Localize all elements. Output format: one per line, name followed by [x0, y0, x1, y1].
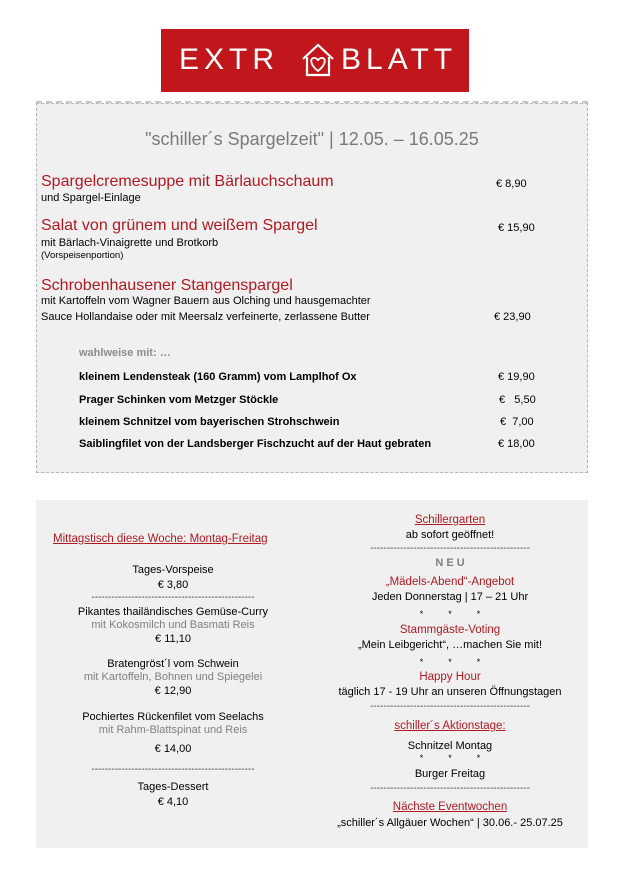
starter-label: Tages-Vorspeise [132, 564, 214, 576]
starter-price: € 3,80 [157, 579, 189, 591]
house-heart-icon [301, 41, 335, 79]
dish-name: Pikantes thailändisches Gemüse-Curry [77, 606, 269, 618]
menu-title: "schiller´s Spargelzeit" | 12.05. – 16.05.25 [145, 129, 479, 149]
dish-side: mit Kartoffeln, Bohnen und Spiegelei [83, 671, 263, 683]
menu-item-desc: Sauce Hollandaise oder mit Meersalz verfeinerte, zerlassene Butter [41, 311, 370, 323]
option-price: € 7,00 [500, 416, 534, 428]
menu-item-name: Schrobenhausener Stangenspargel [41, 277, 293, 294]
extrablatt-logo [161, 29, 469, 92]
dish-price: € 11,10 [155, 633, 191, 645]
option-label: kleinem Lendensteak (160 Gramm) vom Lamplhof Ox [79, 371, 357, 383]
option-price: € 5,50 [499, 394, 536, 406]
option-price: € 19,90 [498, 371, 535, 383]
dessert-label: Tages-Dessert [137, 781, 209, 793]
divider: ------------------------------------------------ [370, 543, 530, 554]
logo-text-right: BLATT [341, 43, 458, 76]
divider: ------------------------------------------------ [370, 701, 530, 712]
option-label: Prager Schinken vom Metzger Stöckle [79, 394, 279, 406]
action-day-friday: Burger Freitag [414, 768, 486, 780]
stars-separator: * * * [419, 753, 481, 763]
voting-text: „Mein Leibgericht“, …machen Sie mit! [357, 639, 542, 651]
dish-name: Bratengröst´l vom Schwein [107, 658, 239, 670]
dish-price: € 14,00 [154, 743, 192, 755]
stars-separator: * * * [419, 609, 481, 619]
dish-side: mit Kokosmilch und Basmati Reis [91, 619, 255, 631]
garden-title: Schillergarten [414, 514, 486, 526]
divider: ------------------------------------------------- [91, 592, 255, 603]
girls-night-title: „Mädels-Abend“-Angebot [385, 576, 515, 588]
divider: ------------------------------------------------- [91, 764, 255, 775]
stars-separator: * * * [419, 657, 481, 667]
dish-name: Pochiertes Rückenfilet vom Seelachs [82, 711, 264, 723]
neu-label: N E U [435, 557, 465, 569]
dish-side: mit Rahm-Blattspinat und Reis [98, 724, 248, 736]
option-label: Saiblingfilet von der Landsberger Fischzucht auf der Haut gebraten [79, 438, 432, 450]
dish-price: € 12,90 [154, 685, 192, 697]
option-label: kleinem Schnitzel vom bayerischen Strohschwein [79, 416, 340, 428]
menu-item-price: € 8,90 [496, 178, 527, 190]
event-weeks-title: Nächste Eventwochen [392, 801, 508, 813]
menu-item-price: € 15,90 [498, 222, 535, 234]
menu-item-note: (Vorspeisenportion) [41, 250, 124, 261]
menu-item-desc: mit Bärlach-Vinaigrette und Brotkorb [41, 237, 219, 249]
logo-text-left: EXTR [179, 43, 280, 76]
happy-hour-text: täglich 17 - 19 Uhr an unseren Öffnungstagen [338, 686, 562, 698]
menu-item-price: € 23,90 [494, 311, 531, 323]
menu-item-name: Spargelcremesuppe mit Bärlauchschaum [41, 173, 334, 190]
garden-text: ab sofort geöffnet! [405, 529, 495, 541]
menu-item-desc: mit Kartoffeln vom Wagner Bauern aus Olching und hausgemachter [41, 295, 371, 307]
event-weeks-text: „schiller´s Allgäuer Wochen“ | 30.06.- 25.07.25 [337, 817, 563, 829]
options-heading: wahlweise mit: … [79, 347, 171, 359]
menu-item-desc: und Spargel-Einlage [41, 192, 141, 204]
divider: ------------------------------------------------ [370, 783, 530, 794]
action-days-title: schiller´s Aktionstage: [394, 720, 506, 732]
menu-item-name: Salat von grünem und weißem Spargel [41, 217, 318, 234]
lunch-heading: Mittagstisch diese Woche: Montag-Freitag [53, 533, 268, 545]
dessert-price: € 4,10 [157, 796, 189, 808]
girls-night-text: Jeden Donnerstag | 17 – 21 Uhr [371, 591, 529, 603]
happy-hour-title: Happy Hour [419, 671, 481, 683]
option-price: € 18,00 [498, 438, 535, 450]
voting-title: Stammgäste-Voting [399, 624, 501, 636]
action-day-monday: Schnitzel Montag [407, 740, 493, 752]
